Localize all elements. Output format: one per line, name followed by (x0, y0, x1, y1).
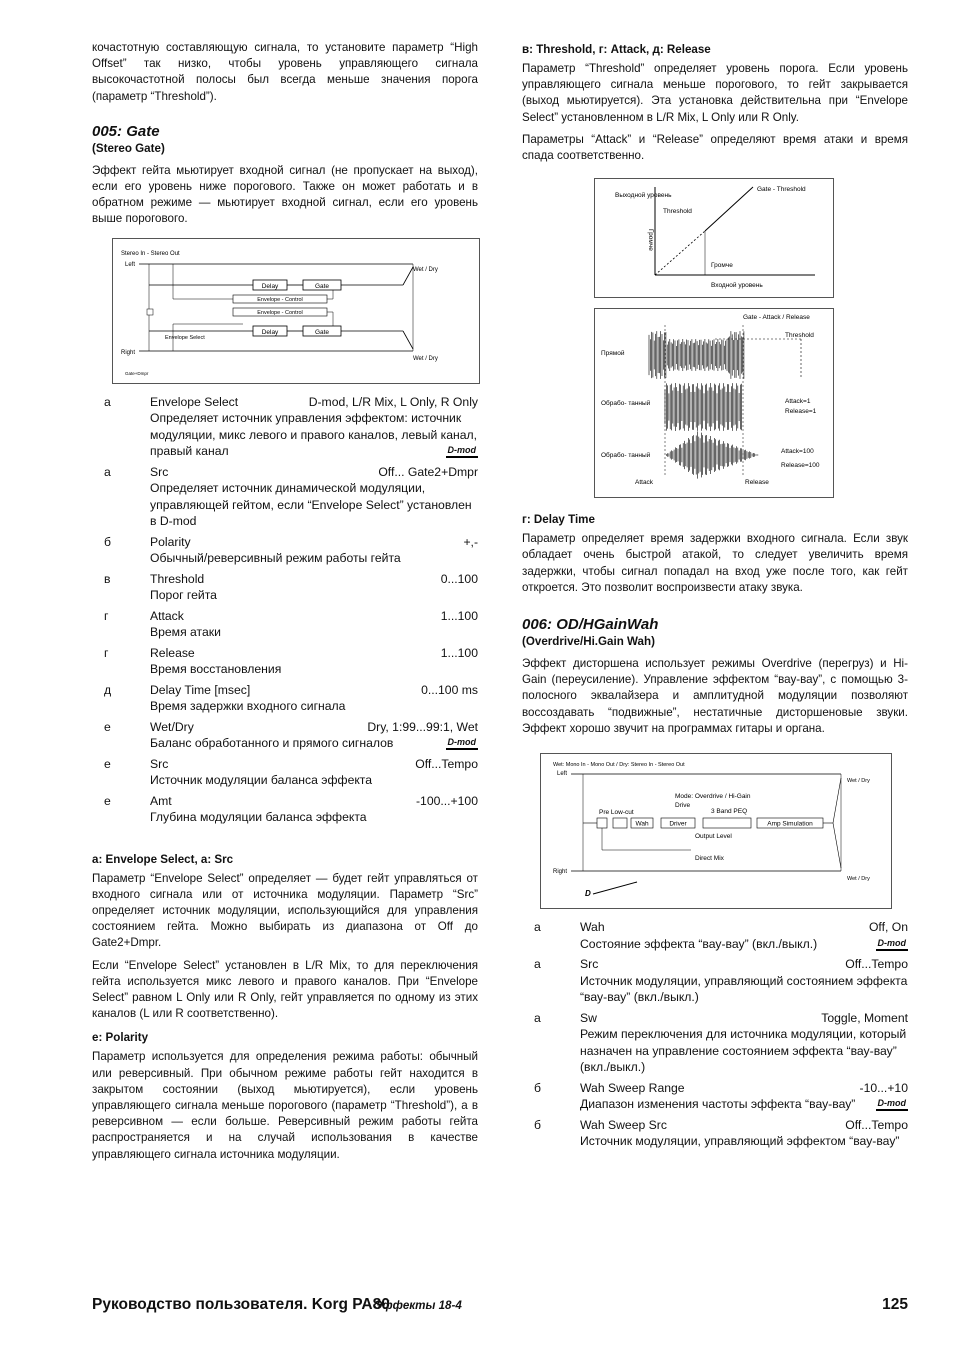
gate-subtitle: (Stereo Gate) (92, 141, 165, 155)
od-header-label: Wet: Mono In - Mono Out / Dry: Stereo In - Stereo Out (553, 762, 685, 769)
wetdry-label-bottom: Wet / Dry (413, 355, 438, 362)
param-value: 0...100 ms (421, 682, 478, 697)
param-id: a (534, 920, 541, 935)
dmod-icon: D-mod (446, 737, 479, 750)
louder-label: Громче (711, 262, 733, 270)
param-value: Off...Tempo (845, 957, 908, 972)
param-value: 0...100 (440, 571, 478, 586)
footer-section: Эффекты 18-4 (374, 1299, 462, 1312)
param-description (150, 410, 478, 460)
param-id: б (534, 1117, 541, 1132)
processed-waveform-1 (665, 383, 742, 431)
direct-label: Прямой (601, 350, 625, 358)
od-diagram-svg (541, 754, 891, 908)
param-name: Wah Sweep Src (580, 1117, 667, 1132)
param-row (522, 919, 908, 936)
param-id: е (104, 793, 111, 808)
param-name: Amt (150, 793, 172, 808)
param-name: Polarity (150, 534, 191, 549)
delay-time-paragraph: Параметр определяет время задержки входного сигнала. Если звук обладает очень быстрой атакой, то следует увеличить время задержки, чтобы сигнал попадал на вход уже после того, как гейт откроется. Это позволит воспроизвести атаку звука. (522, 532, 908, 594)
pre-lowcut-label: Pre Low-cut (599, 809, 634, 817)
wah-label: Wah (635, 820, 649, 828)
threshold-paragraph-2: Параметры “Attack” и “Release” определяют время атаки и время спада соответственно. (522, 132, 908, 163)
param-value: 1...100 (440, 608, 478, 623)
param-value: D-mod, L/R Mix, L Only, R Only (308, 394, 478, 409)
delay-time-heading: г: Delay Time (522, 513, 595, 527)
param-value: Off... Gate2+Dmpr (378, 464, 478, 479)
param-row (522, 1080, 908, 1097)
param-value: Toggle, Moment (821, 1010, 908, 1025)
drive-label: Drive (675, 802, 691, 810)
dmod-icon: D-mod (876, 1098, 909, 1111)
gate-block-diagram (112, 238, 480, 384)
param-description: Режим переключения для источника модуляции, который назначен на управление состоянием эффекта “вау-вау” (вкл./выкл.) (580, 1027, 907, 1075)
param-value: Off, On (868, 920, 908, 935)
left-channel-label: Left (125, 261, 136, 268)
threshold-heading: в: Threshold, г: Attack, д: Release (522, 43, 711, 56)
param-description: Источник модуляции, управляющий состоянием эффекта “вау-вау” (вкл./выкл.) (580, 973, 908, 1005)
delay-label-top: Delay (261, 282, 279, 290)
release-1-label: Release=1 (785, 408, 817, 416)
param-name: Wet/Dry (150, 719, 194, 734)
param-description-text: Состояние эффекта “вау-вау” (вкл./выкл.) (580, 936, 818, 951)
dmod-icon: D-mod (446, 445, 479, 458)
param-id: г (104, 608, 109, 623)
input-level-label: Входной уровень (711, 282, 763, 290)
param-value: Off...Tempo (845, 1117, 908, 1132)
od-right-label: Right (553, 869, 568, 876)
param-row (522, 1117, 908, 1134)
gate-parameter-list (92, 394, 478, 826)
gate-dmpr-label: Gate+Dmpr (125, 370, 149, 376)
intro-paragraph: кочастотную составляющую сигнала, то установите параметр “High Offset” так низко, чтобы уровень управляющего сигнала высокочастотной полосы был всегда меньше значения порога (параметр “Threshold”). (92, 41, 478, 103)
attack-label: Attack (635, 479, 654, 487)
param-row (92, 719, 478, 736)
param-id: a (104, 394, 111, 409)
release-100-label: Release=100 (781, 462, 820, 470)
output-level-label: Выходной уровень (615, 192, 672, 200)
attack-release-graph-svg (595, 309, 833, 497)
param-row (522, 1010, 908, 1027)
page-number: 125 (882, 1296, 908, 1313)
polarity-paragraph: Параметр используется для определения режима работы: обычный или реверсивный. При обычном режиме работы гейт находится в закрытом состоянии (выход мьютируется), если уровень управляющего сигнала меньше порогового (параметр “Threshold”), а в реверсивном — если больше. Реверсивный режим работы гейта распространяется и на случай использования в качестве управляющего сигнала источника модуляции. (92, 1050, 478, 1161)
param-row (92, 793, 478, 810)
gate-diagram-svg (113, 239, 479, 383)
envelope-paragraph-2: Если “Envelope Select” установлен в L/R Mix, то для переключения гейта используется микс левого и правого каналов. При “Envelope Select” равном L Only или R Only, гейт управляется по одному из этих каналов (L или R соответственно). (92, 958, 478, 1021)
param-id: е (104, 756, 111, 771)
processed-label-1: Обрабо- танный (601, 400, 651, 408)
graph-threshold-label: Threshold (785, 332, 814, 340)
threshold-paragraph-1: Параметр “Threshold” определяет уровень порога. Если уровень управляющего сигнала меньше порогового, то гейт закрывается (выход мьютируется). Эта установка действительна при “Envelope Select” установленном в L/R Mix, L Only или R Only. (522, 62, 908, 124)
param-id: в (104, 571, 111, 586)
processed-label-2: Обрабо- танный (601, 452, 651, 460)
od-wetdry-bottom: Wet / Dry (847, 876, 870, 883)
param-value: -100...+100 (415, 793, 478, 808)
gate-label-top: Gate (314, 282, 330, 290)
dmod-icon: D-mod (876, 938, 909, 951)
param-id: б (104, 534, 111, 549)
param-name: Envelope Select (150, 394, 239, 409)
param-id: a (534, 1010, 541, 1025)
gate-title: 005: Gate (92, 122, 160, 140)
mix-node (597, 818, 607, 828)
param-value: +,- (463, 534, 478, 549)
louder-vertical-label: Громче (647, 229, 654, 252)
envelope-paragraph-1: Параметр “Envelope Select” определяет — будет гейт управляться от входного сигнала или от источника модуляции. Параметр “Src” определяет источник модуляции, использующийся для управления состоянием гейта. Можно выбирать из диапазона от Off до Gate2+Dmpr. (92, 871, 478, 950)
processed-waveform-2 (665, 432, 759, 479)
param-description: Время атаки (150, 625, 221, 640)
param-description-text: Баланс обработанного и прямого сигналов (150, 736, 394, 751)
param-description: Обычный/реверсивный режим работы гейта (150, 551, 401, 566)
left-column (92, 40, 478, 1169)
page-footer (92, 1296, 908, 1318)
driver-label: Driver (669, 820, 687, 828)
param-name: Src (150, 464, 169, 479)
peq-label: 3 Band PEQ (711, 808, 748, 816)
param-description: Порог гейта (150, 588, 217, 603)
param-row (92, 756, 478, 773)
param-description (580, 1096, 908, 1113)
output-level-label: Output Level (695, 833, 732, 841)
od-description: Эффект дисторшена использует режимы Overdrive (перегруз) и Hi-Gain (переусиление). Управление эффектом “вау-вау”, с помощью 3-полосного эквалайзера и амплитудной модуляции позволяют воссоздавать “подвижные”, нестатичные дисторшеновые звуки. Эффект хорошо звучит на программах гитары и органа. (522, 657, 908, 735)
param-row (92, 645, 478, 662)
threshold-label: Threshold (663, 208, 692, 216)
release-label: Release (745, 479, 769, 487)
delay-label-bottom: Delay (261, 328, 279, 336)
right-channel-label: Right (121, 349, 136, 356)
envelope-control-label-top: Envelope - Control (257, 296, 303, 303)
param-value: 1...100 (440, 645, 478, 660)
amp-sim-label: Amp Simulation (767, 820, 813, 828)
attack-1-label: Attack=1 (785, 398, 811, 406)
param-description: Источник модуляции, управляющий эффектом “вау-вау” (580, 1134, 900, 1149)
param-id: е (104, 719, 111, 734)
lowcut-block (613, 818, 627, 828)
param-row (92, 608, 478, 625)
gate-description: Эффект гейта мьютирует входной сигнал (не пропускает на выход), если его уровень ниже порогового. Также он может работать и в обратном режиме — мьютирует входной сигнал, если его уровень выше порогового. (92, 163, 478, 226)
polarity-heading: е: Polarity (92, 1031, 149, 1045)
param-name: Src (150, 756, 169, 771)
param-row (92, 682, 478, 699)
footer-title: Руководство пользователя. Korg PA80 (92, 1296, 390, 1313)
param-description: Время задержки входного сигнала (150, 699, 346, 714)
od-title: 006: OD/HGainWah (522, 616, 659, 634)
param-row (522, 956, 908, 973)
envelope-control-label-bottom: Envelope - Control (257, 309, 303, 316)
param-description: Время восстановления (150, 662, 282, 677)
wetdry-label-top: Wet / Dry (413, 266, 438, 273)
threshold-graph-svg (595, 179, 833, 297)
param-row (92, 394, 478, 411)
attack-100-label: Attack=100 (781, 448, 814, 456)
param-id: б (534, 1080, 541, 1095)
param-id: д (104, 682, 112, 697)
od-wetdry-top: Wet / Dry (847, 778, 870, 785)
param-id: a (104, 464, 111, 479)
param-name: Src (580, 957, 599, 972)
param-row (92, 571, 478, 588)
param-name: Wah Sweep Range (580, 1080, 685, 1095)
param-value: Off...Tempo (415, 756, 478, 771)
param-description-text: Определяет источник управления эффектом: источник модуляции, микс левого и правого каналов, левый канал, правый канал (150, 411, 478, 459)
peq-block (703, 818, 751, 828)
envelope-heading: a: Envelope Select, a: Src (92, 852, 234, 866)
right-column (522, 40, 908, 1164)
param-name: Sw (580, 1010, 597, 1025)
attack-release-title: Gate - Attack / Release (743, 314, 810, 322)
direct-mix-label: Direct Mix (695, 855, 724, 863)
gate-label-bottom: Gate (314, 328, 330, 336)
od-subtitle: (Overdrive/Hi.Gain Wah) (522, 635, 655, 649)
param-name: Threshold (150, 571, 205, 586)
param-description (150, 735, 478, 752)
param-description: Глубина модуляции баланса эффекта (150, 810, 367, 825)
param-name: Delay Time [msec] (150, 682, 251, 697)
param-description (580, 936, 908, 953)
param-row (92, 534, 478, 551)
od-parameter-list (522, 919, 908, 1150)
param-value: Dry, 1:99...99:1, Wet (367, 719, 478, 734)
od-block-diagram (540, 753, 892, 909)
gate-threshold-title: Gate - Threshold (757, 186, 806, 194)
threshold-graph (594, 178, 834, 298)
param-row (92, 464, 478, 481)
param-description: Определяет источник динамической модуляции, управляющей гейтом, если “Envelope Select” установлен в D-mod (150, 481, 472, 529)
param-description: Источник модуляции баланса эффекта (150, 773, 373, 788)
param-value: -10...+10 (859, 1080, 908, 1095)
stereo-io-label: Stereo In - Stereo Out (121, 250, 180, 257)
attack-release-graph (594, 308, 834, 498)
envelope-select-label: Envelope Select (165, 334, 205, 341)
param-id: г (104, 645, 109, 660)
od-left-label: Left (557, 771, 568, 778)
param-description-text: Диапазон изменения частоты эффекта “вау-вау” (580, 1097, 856, 1112)
param-name: Wah (580, 920, 605, 935)
od-dmod-icon: D (585, 889, 591, 899)
direct-waveform (649, 331, 744, 379)
param-name: Release (150, 645, 195, 660)
param-name: Attack (150, 608, 184, 623)
mode-label: Mode: Overdrive / Hi-Gain (675, 793, 751, 801)
param-id: a (534, 957, 541, 972)
